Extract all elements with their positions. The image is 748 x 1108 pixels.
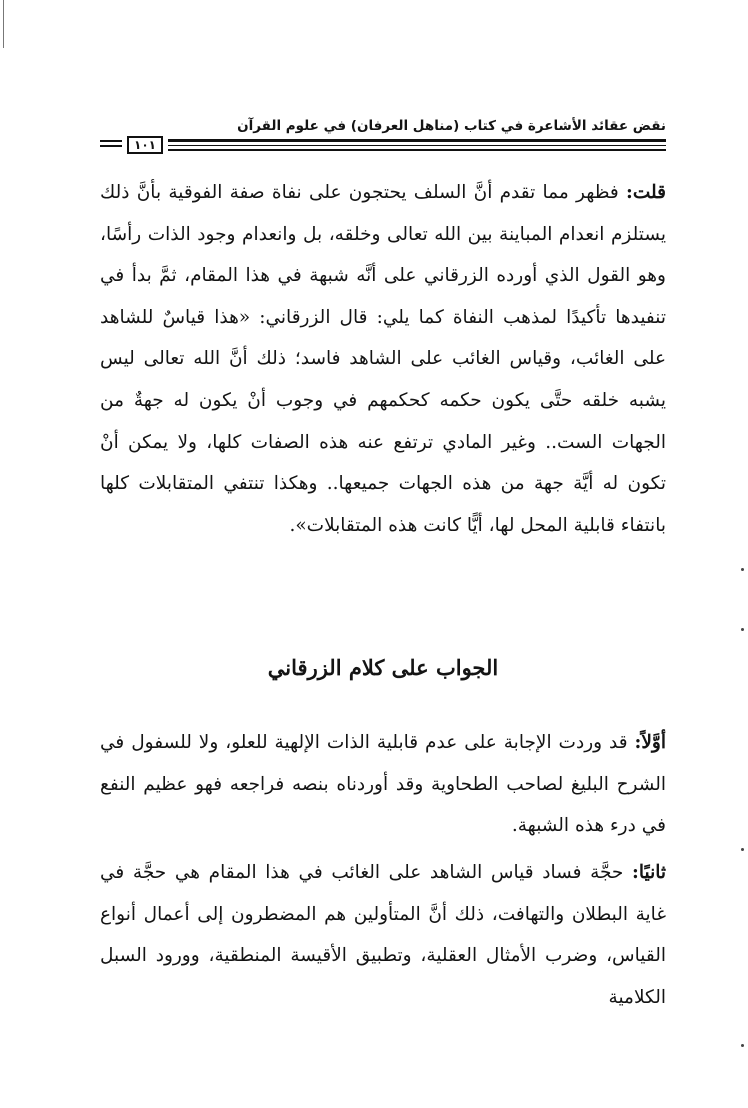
paragraph-3 [100, 852, 666, 1018]
paragraph-2 [100, 722, 666, 847]
paragraph-text: قد وردت الإجابة على عدم قابلية الذات الإلهية للعلو، ولا للسفول في الشرح البليغ لصاحب الطحاوية وقد أوردناه بنصه فراجعه فهو عظيم النفع في درء هذه الشبهة. [100, 732, 666, 837]
section-heading: الجواب على كلام الزرقاني [267, 655, 499, 680]
scan-speck [741, 848, 744, 851]
paragraph-text: فظهر مما تقدم أنَّ السلف يحتجون على نفاة صفة الفوقية بأنَّ ذلك يستلزم انعدام المباينة بين الله تعالى وخلقه، بل وانعدام وجود الذات رأسًا، وهو القول الذي أورده الزرقاني على أنَّه شبهة في هذا المقام، ثمَّ بدأ في تنفيدها تأكيدًا لمذهب النفاة كما يلي: قال الزرقاني: «هذا قياسٌ للشاهد على الغائب، وقياس الغائب على الشاهد فاسد؛ ذلك أنَّ الله تعالى ليس يشبه خلقه حتَّى يكون حكمه كحكمهم في وجوب أنْ يكون له جهةٌ من الجهات الست.. وغير المادي ترتفع عنه هذه الصفات كلها، ولا يمكن أنْ تكون له أيَّة جهة من هذه الجهات جميعها.. وهكذا تنتفي المتقابلات كلها بانتفاء قابلية المحل لها، أيًّا كانت هذه المتقابلات». [100, 182, 666, 536]
header-rule [168, 139, 666, 142]
paragraph-lead: ثانيًا: [632, 862, 666, 883]
scan-speck [741, 1044, 744, 1047]
header-rule [168, 145, 666, 146]
running-title: نقض عقائد الأشاعرة في كتاب (مناهل العرفان) في علوم القرآن [237, 118, 666, 134]
scan-speck [741, 568, 744, 571]
page-header [100, 116, 666, 154]
header-left-bars [100, 140, 122, 150]
scan-speck [741, 628, 744, 631]
paragraph-lead: قلت: [626, 182, 666, 203]
page-edge-rule [3, 0, 4, 48]
paragraph-lead: أوَّلاً: [634, 732, 666, 753]
paragraph-text: حجَّة فساد قياس الشاهد على الغائب في هذا المقام هي حجَّة في غاية البطلان والتهافت، ذلك أنَّ المتأولين هم المضطرون إلى أعمال أنواع القياس، وضرب الأمثال العقلية، وتطبيق الأقيسة المنطقية، وورود السبل الكلامية [100, 862, 666, 1008]
page-number: ١٠١ [127, 136, 163, 154]
header-rule [168, 149, 666, 151]
paragraph-1 [100, 172, 666, 546]
